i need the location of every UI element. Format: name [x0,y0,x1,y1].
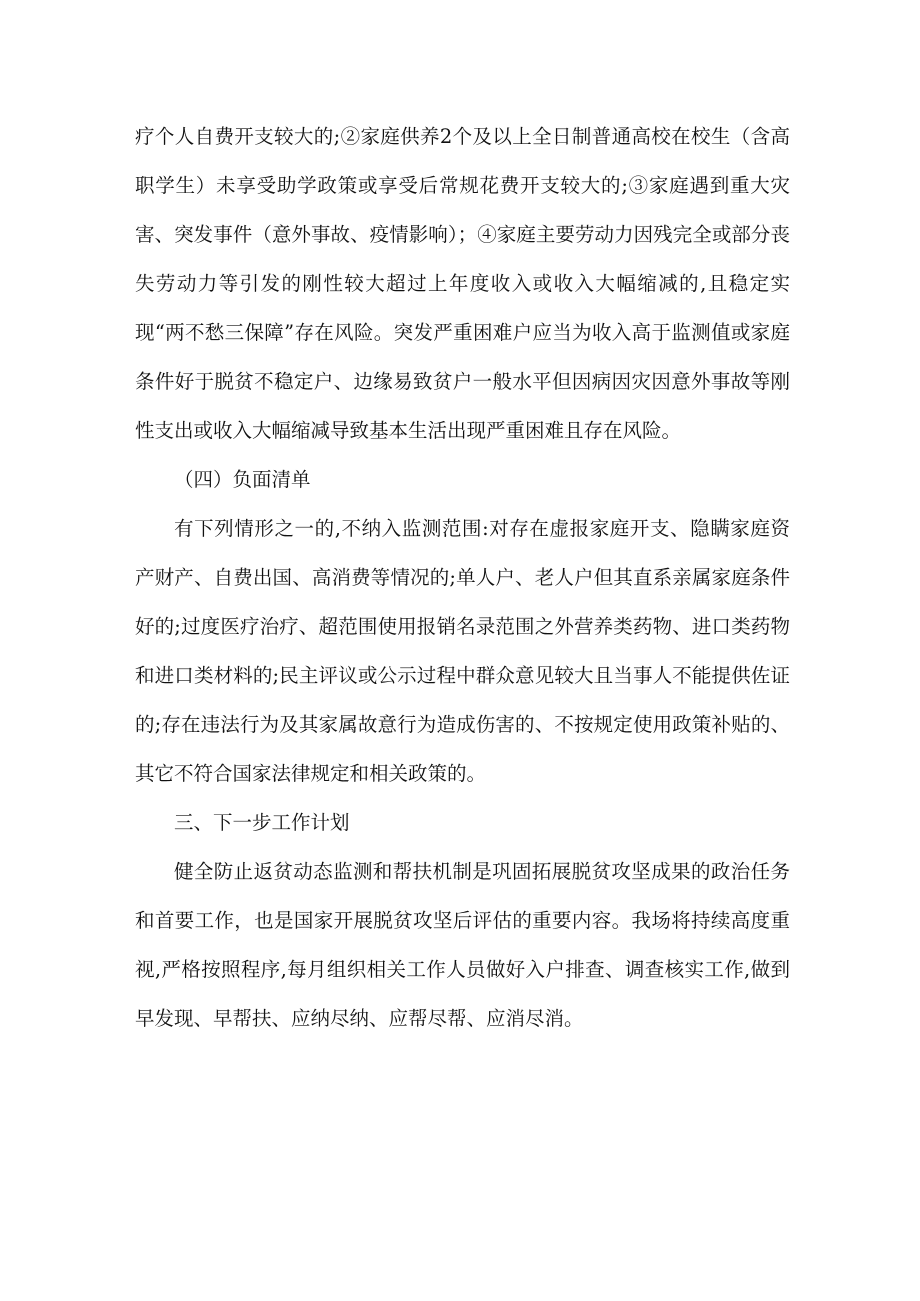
paragraph-next-steps: 健全防止返贫动态监测和帮扶机制是巩固拓展脱贫攻坚成果的政治任务和首要工作，也是国家开展脱贫攻坚后评估的重要内容。我场将持续高度重视,严格按照程序,每月组织相关工作人员做好入户排查、调查核实工作,做到早发现、早帮扶、应纳尽纳、应帮尽帮、应消尽消。 [135,860,790,1030]
paragraph-negative-list: 有下列情形之一的,不纳入监测范围:对存在虚报家庭开支、隐瞒家庭资产财产、自费出国、高消费等情况的;单人户、老人户但其直系亲属家庭条件好的;过度医疗治疗、超范围使用报销名录范围之外营养类药物、进口类药物和进口类材料的;民主评议或公示过程中群众意见较大且当事人不能提供佐证的;存在违法行为及其家属故意行为造成伤害的、不按规定使用政策补贴的、其它不符合国家法律规定和相关政策的。 [135,517,790,785]
section-heading-next-steps: 三、下一步工作计划 [174,811,350,834]
section-heading-negative-list: （四）负面清单 [174,468,311,491]
document-body [135,112,790,1043]
paragraph-continuation: 疗个人自费开支较大的;②家庭供养2个及以上全日制普通高校在校生（含高职学生）未享受助学政策或享受后常规花费开支较大的;③家庭遇到重大灾害、突发事件（意外事故、疫情影响）；④家庭主要劳动力因残完全或部分丧失劳动力等引发的刚性较大超过上年度收入或收入大幅缩减的,且稳定实现“两不愁三保障”存在风险。突发严重困难户应当为收入高于监测值或家庭条件好于脱贫不稳定户、边缘易致贫户一般水平但因病因灾因意外事故等刚性支出或收入大幅缩减导致基本生活出现严重困难且存在风险。 [135,125,790,442]
